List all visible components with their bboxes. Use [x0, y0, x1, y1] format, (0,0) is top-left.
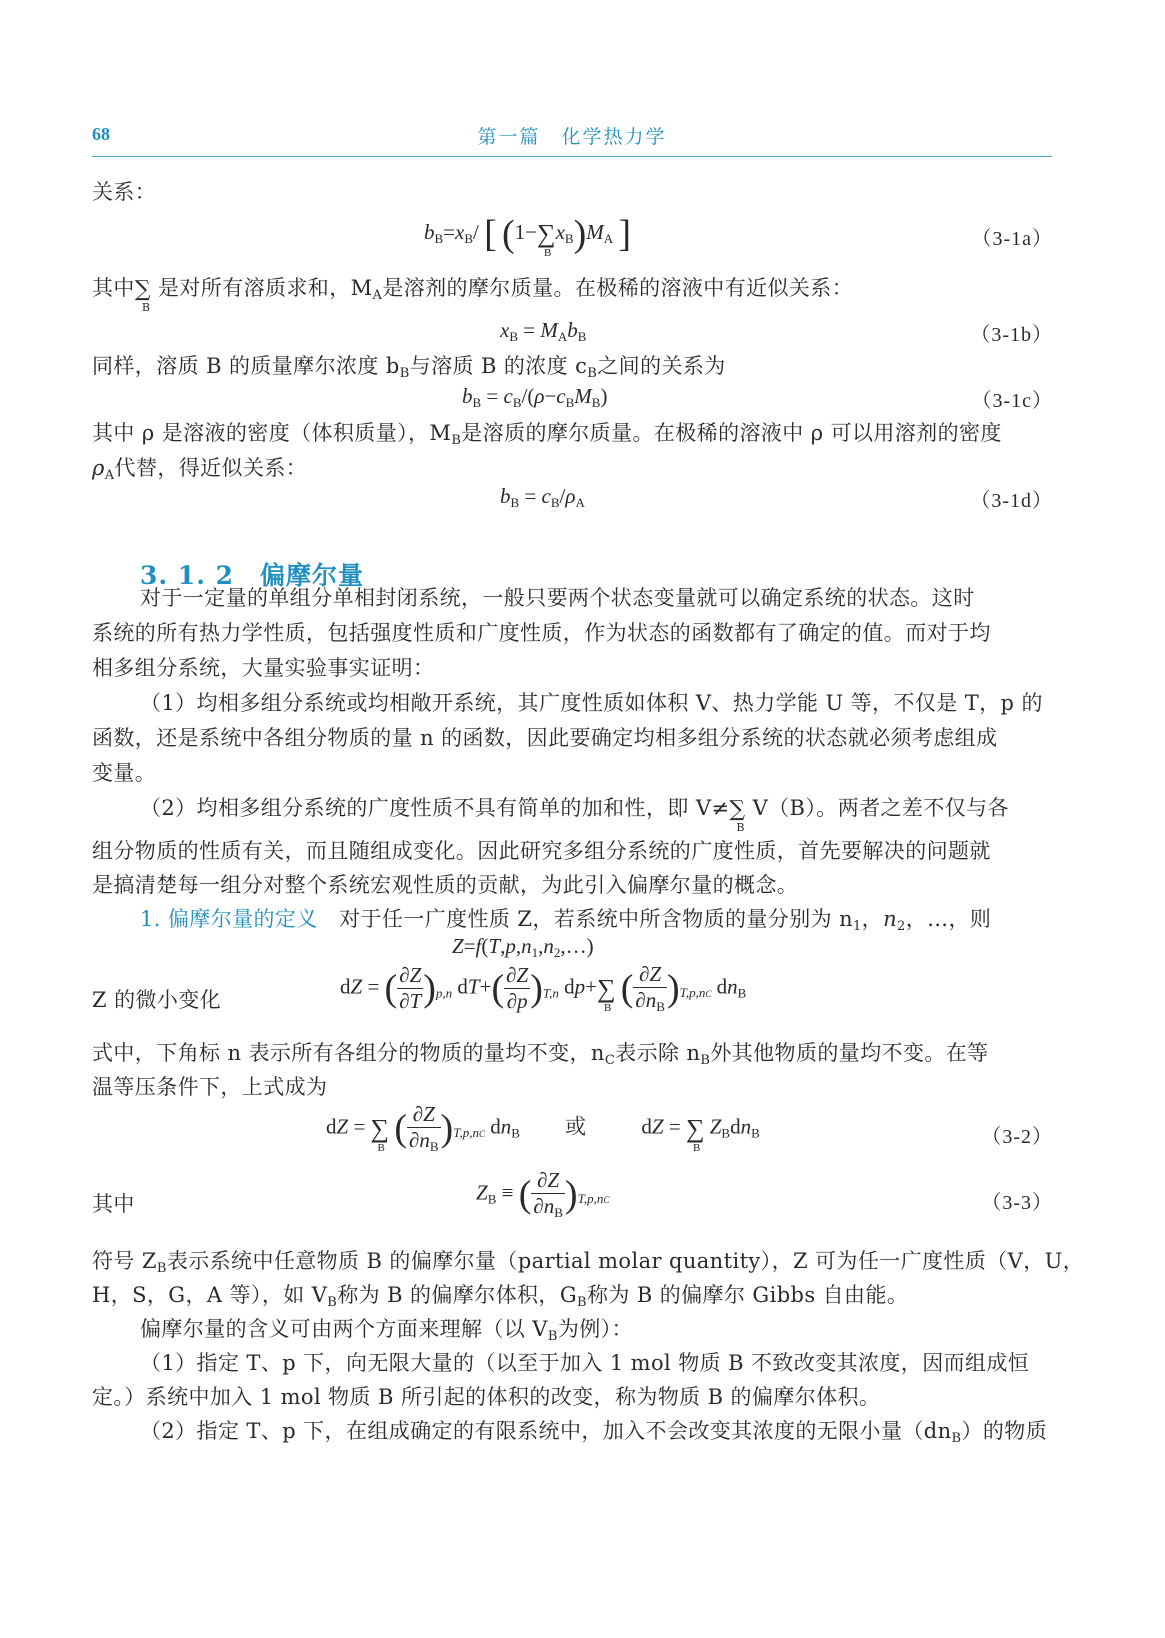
text: （2）指定 T、p 下，在组成确定的有限系统中，加入不会改变其浓度的无限小量（dn	[140, 1419, 952, 1443]
text: 符号 Z	[92, 1249, 157, 1273]
text: 表示系统中任意物质 B 的偏摩尔量（partial molar quantity），Z 可为任一广度性质（V，U，	[166, 1249, 1085, 1273]
text: 之间的关系为	[597, 354, 726, 378]
text: 为例）：	[557, 1317, 633, 1341]
text-line: 是搞清楚每一组分对整个系统宏观性质的贡献，为此引入偏摩尔量的概念。	[92, 873, 799, 897]
definition-label: 1. 偏摩尔量的定义	[140, 907, 318, 931]
text-line: $\rho_A$代替，得近似关系：	[92, 456, 308, 483]
text: 是溶剂的摩尔质量。在极稀的溶液中有近似关系：	[382, 276, 854, 300]
text: 称为 B 的偏摩尔体积，G	[337, 1283, 577, 1307]
text-line: 系统的所有热力学性质，包括强度性质和广度性质，作为状态的函数都有了确定的值。而对于均	[92, 621, 991, 645]
text: 其中 ρ 是溶液的密度（体积质量），M	[92, 421, 452, 445]
text: 其中	[92, 276, 135, 300]
or-word: 或	[565, 1114, 587, 1139]
text-line: 偏摩尔量的含义可由两个方面来理解（以 $V_B$为例）：	[140, 1317, 633, 1344]
equation-number: （3-2）	[981, 1126, 1053, 1148]
page-number: 68	[92, 124, 110, 144]
text: ，…，则	[905, 907, 992, 931]
text: 同样，溶质 B 的质量摩尔浓度 b	[92, 354, 400, 378]
text-line: 其中 ρ 是溶液的密度（体积质量），$M_B$是溶质的摩尔质量。在极稀的溶液中 ρ 可以用溶剂的密度	[92, 421, 1002, 448]
text: 代替，得近似关系：	[114, 456, 308, 480]
text: 偏摩尔量的含义可由两个方面来理解（以 V	[140, 1317, 548, 1341]
equation-dz-total: dZ = ( $\frac{\partial Z}{\partial T}$ )$_{p,n}$ dT+( $\frac{\partial Z}{\partial p}$ )$_{T,n}$ dp+∑ B ( $\frac{\partial Z}{\partial n_B}$ )$_{T,p,nC}$ $dn_B$	[340, 962, 747, 1014]
text: （2）均相多组分系统的广度性质不具有简单的加和性，即 V≠	[140, 796, 730, 820]
text: 式中，下角标 n 表示所有各组分的物质的量均不变，n	[92, 1041, 605, 1065]
equation-number: （3-1c）	[971, 390, 1053, 412]
text: 称为 B 的偏摩尔 Gibbs 自由能。	[586, 1283, 909, 1307]
equation-3-1b: $x_B = M_Ab_B$	[500, 318, 587, 344]
text: V（B）。两者之差不仅与各	[752, 796, 1009, 820]
text-line: H，S，G，A 等），如 $V_B$称为 B 的偏摩尔体积，$G_B$称为 B 的偏摩尔 Gibbs 自由能。	[92, 1283, 909, 1310]
text-line: Z 的微小变化	[92, 988, 222, 1012]
text-line: 变量。	[92, 761, 157, 785]
equation-3-1d: $b_B = c_B/\rho_A$	[500, 484, 585, 510]
text: 对于任一广度性质 Z，若系统中所含物质的量分别为 n	[339, 907, 853, 931]
text-line: 对于一定量的单组分单相封闭系统，一般只要两个状态变量就可以确定系统的状态。这时	[140, 586, 975, 610]
text-line: 相多组分系统，大量实验事实证明：	[92, 656, 435, 680]
equation-z-function: $Z=f(T,p,n_1,n_2,\dots)$	[452, 934, 594, 960]
text: ）的物质	[961, 1419, 1048, 1443]
equation-number: （3-1b）	[970, 324, 1053, 346]
text-line: 关系：	[92, 180, 157, 204]
equation-3-2: dZ = ∑ B ( $\frac{\partial Z}{\partial n_B}$ )$_{T,p,nC}$ $dn_B$ 或 dZ = ∑ B $Z_Bdn_B$	[326, 1102, 760, 1154]
equation-number: （3-3）	[981, 1192, 1053, 1214]
equation-3-1a: $b_B=x_B/$ [ (1−∑ B $x_B)M_A$ ]	[424, 213, 632, 259]
text: 是溶质的摩尔质量。在极稀的溶液中 ρ 可以用溶剂的密度	[461, 421, 1002, 445]
equation-number: （3-1a）	[971, 228, 1053, 250]
text-line: 温等压条件下，上式成为	[92, 1075, 328, 1099]
section-heading: 3. 1. 2 偏摩尔量	[140, 561, 364, 590]
text: 是对所有溶质求和，M	[158, 276, 373, 300]
text-line: 同样，溶质 B 的质量摩尔浓度 $b_B$与溶质 B 的浓度 $c_B$之间的关系为	[92, 354, 726, 381]
text-line: 其中	[92, 1192, 135, 1216]
page-header	[92, 116, 1052, 157]
text-line: （1）指定 T、p 下，向无限大量的（以至于加入 1 mol 物质 B 不致改变其浓度，因而组成恒	[140, 1351, 1030, 1375]
text-line: （2）均相多组分系统的广度性质不具有简单的加和性，即 V≠∑ B V（B）。两者之差不仅与各	[140, 796, 1009, 834]
text-line: 其中∑ B 是对所有溶质求和，$M_A$是溶剂的摩尔质量。在极稀的溶液中有近似关系：	[92, 276, 854, 314]
text-line: 式中，下角标 n 表示所有各组分的物质的量均不变，$n_C$表示除 $n_B$外其他物质的量均不变。在等	[92, 1041, 989, 1068]
text: 外其他物质的量均不变。在等	[710, 1041, 989, 1065]
text-line: （1）均相多组分系统或均相敞开系统，其广度性质如体积 V、热力学能 U 等，不仅是 T，p 的	[140, 691, 1043, 715]
text-line: 定。）系统中加入 1 mol 物质 B 所引起的体积的改变，称为物质 B 的偏摩尔体积。	[92, 1385, 881, 1409]
text: 与溶质 B 的浓度 c	[409, 354, 588, 378]
text-line: 函数，还是系统中各组分物质的量 n 的函数，因此要确定均相多组分系统的状态就必须考虑组成	[92, 726, 998, 750]
text-line: 符号 $Z_B$表示系统中任意物质 B 的偏摩尔量（partial molar quantity），Z 可为任一广度性质（V，U，	[92, 1249, 1085, 1276]
text-line: 组分物质的性质有关，而且随组成变化。因此研究多组分系统的广度性质，首先要解决的问题就	[92, 839, 991, 863]
text-line: （2）指定 T、p 下，在组成确定的有限系统中，加入不会改变其浓度的无限小量$(dn_B)$的物质	[140, 1419, 1048, 1446]
running-title: 第一篇 化学热力学	[477, 126, 667, 148]
text-line: 1. 偏摩尔量的定义 对于任一广度性质 Z，若系统中所含物质的量分别为 $n_1$，$n_2$，…，则	[140, 907, 992, 934]
equation-3-1c: $b_B = c_B/(\rho-c_BM_B)$	[462, 384, 608, 410]
equation-3-3: $Z_B$ ≡ ( $\frac{\partial Z}{\partial n_B}$ )$_{T,p,nC}$	[476, 1168, 610, 1220]
text: H，S，G，A 等），如 V	[92, 1283, 328, 1307]
equation-number: （3-1d）	[970, 490, 1053, 512]
text: 表示除 n	[615, 1041, 701, 1065]
